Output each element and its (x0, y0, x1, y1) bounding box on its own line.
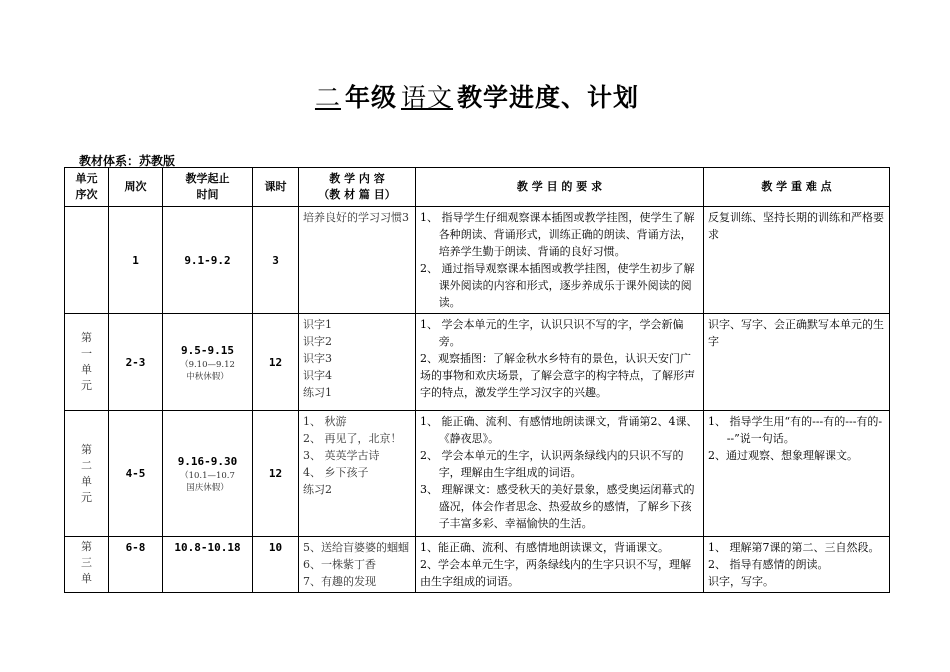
content-cell: 1、 秋游 2、 再见了，北京！ 3、 英英学古诗 4、 乡下孩子 练习2 (299, 411, 416, 537)
time-cell: 10.8-10.18 (163, 537, 253, 593)
goals-cell: 1、 学会本单元的生字，认识只识不写的字，学会新偏旁。 2、观察插图：了解金秋水乡特有的景色，认识天安门广场的事物和欢庆场景，了解会意字的构字特点，了解形声字的特点，激发学生学习汉字的兴趣。 (416, 314, 704, 411)
title-subject: 语文 (401, 83, 454, 112)
content-cell: 5、送给盲婆婆的蝈蝈 6、一株紫丁香 7、有趣的发现 (299, 537, 416, 593)
title-grade-suffix: 年级 (344, 83, 397, 112)
unit-cell: 第 一 单 元 (65, 314, 109, 411)
keypoints-cell: 1、 指导学生用“有的---有的---有的---”说一句话。 2、通过观察、想象理解课文。 (704, 411, 890, 537)
week-cell: 6-8 (109, 537, 163, 593)
header-hours: 课时 (253, 168, 299, 207)
goals-cell: 1、 能正确、流利、有感情地朗读课文，背诵第2、4课、《静夜思》。 2、 学会本单元的生字，认识两条绿线内的只识不写的字，理解由生字组成的词语。 3、 理解课文：感受秋天的美好景象，感受奥运闭幕式的盛况，体会作者思念、热爱故乡的感情，了解乡下孩子丰富多彩、幸福愉快的生活。 (416, 411, 704, 537)
hours-cell: 12 (253, 314, 299, 411)
week-cell: 1 (109, 207, 163, 314)
header-row (65, 168, 890, 207)
time-cell: 9.5-9.15 （9.10—9.12 中秋休假） (163, 314, 253, 411)
week-cell: 2-3 (109, 314, 163, 411)
keypoints-cell: 反复训练、坚持长期的训练和严格要求 (704, 207, 890, 314)
unit-cell: 第 三 单 (65, 537, 109, 593)
keypoints-cell: 1、 理解第7课的第二、三自然段。 2、 指导有感情的朗读。 识字，写字。 (704, 537, 890, 593)
table-row (65, 314, 890, 411)
table-row (65, 411, 890, 537)
header-content: 教 学 内 容 （教 材 篇 目） (299, 168, 416, 207)
content-cell: 培养良好的学习习惯3 (299, 207, 416, 314)
keypoints-cell: 识字、写字、会正确默写本单元的生字 (704, 314, 890, 411)
content-cell: 识字1 识字2 识字3 识字4 练习1 (299, 314, 416, 411)
header-unit: 单元 序次 (65, 168, 109, 207)
table-row (65, 207, 890, 314)
header-time: 教学起止 时间 (163, 168, 253, 207)
schedule-table (64, 167, 890, 593)
week-cell: 4-5 (109, 411, 163, 537)
time-cell: 9.16-9.30 （10.1—10.7 国庆休假） (163, 411, 253, 537)
textbook-system: 教材体系：苏教版 (79, 154, 176, 168)
page-title (0, 78, 950, 114)
header-week: 周次 (109, 168, 163, 207)
header-keypoints: 教 学 重 难 点 (704, 168, 890, 207)
title-rest: 教学进度、计划 (457, 83, 640, 112)
hours-cell: 12 (253, 411, 299, 537)
unit-cell: 第 二 单 元 (65, 411, 109, 537)
goals-cell: 1、能正确、流利、有感情地朗读课文，背诵课文。 2、学会本单元生字，两条绿线内的生字只识不写，理解由生字组成的词语。 (416, 537, 704, 593)
time-cell: 9.1-9.2 (163, 207, 253, 314)
header-goals: 教 学 目 的 要 求 (416, 168, 704, 207)
table-row (65, 537, 890, 593)
hours-cell: 3 (253, 207, 299, 314)
hours-cell: 10 (253, 537, 299, 593)
unit-cell (65, 207, 109, 314)
title-grade: 二 (314, 83, 341, 112)
goals-cell: 1、 指导学生仔细观察课本插图或教学挂图，使学生了解各种朗读、背诵形式，训练正确的朗读、背诵方法，培养学生勤于朗读、背诵的良好习惯。 2、 通过指导观察课本插图或教学挂图，使学生初步了解课外阅读的内容和形式，逐步养成乐于课外阅读的阅读。 (416, 207, 704, 314)
